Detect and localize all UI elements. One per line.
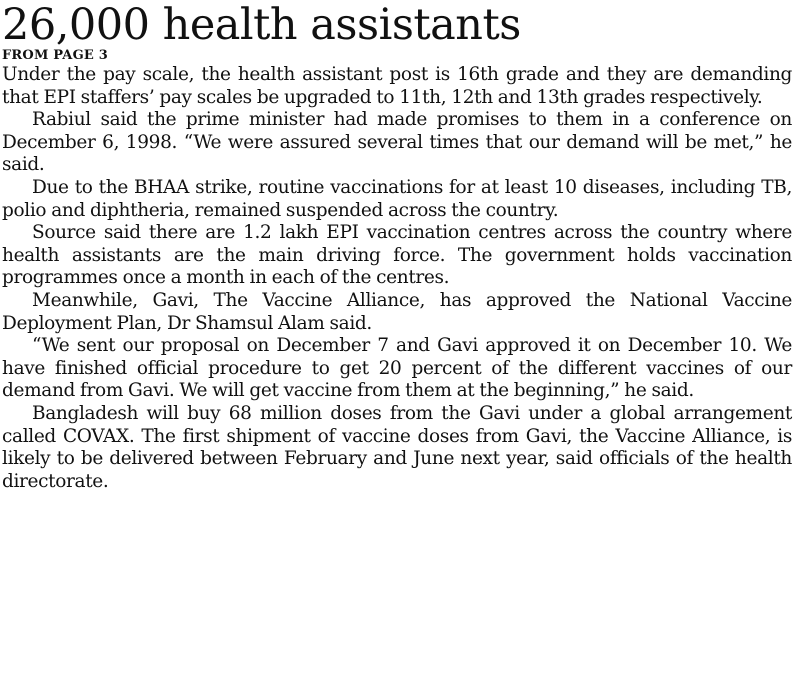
body-paragraph-5: Meanwhile, Gavi, The Vaccine Alliance, has approved the National Vaccine Deployment Plan, Dr Shamsul Alam said. xyxy=(2,289,792,334)
body-paragraph-3: Due to the BHAA strike, routine vaccinations for at least 10 diseases, including TB, polio and diphtheria, remained suspended across the country. xyxy=(2,176,792,221)
article-headline: 26,000 health assistants xyxy=(2,0,521,50)
body-paragraph-2: Rabiul said the prime minister had made promises to them in a conference on December 6, 1998. “We were assured several times that our demand will be met,” he said. xyxy=(2,109,792,176)
body-paragraph-6: “We sent our proposal on December 7 and Gavi approved it on December 10. We have finished official procedure to get 20 percent of the different vaccines of our demand from Gavi. We will get vaccine from them at the beginning,” he said. xyxy=(2,335,792,402)
jump-line: FROM PAGE 3 xyxy=(2,48,108,63)
body-paragraph-7: Bangladesh will buy 68 million doses from the Gavi under a global arrangement called COVAX. The first shipment of vaccine doses from Gavi, the Vaccine Alliance, is likely to be delivered between February and June next year, said officials of the health directorate. xyxy=(2,402,792,492)
body-paragraph-1: Under the pay scale, the health assistant post is 16th grade and they are demanding that EPI staffers’ pay scales be upgraded to 11th, 12th and 13th grades respectively. xyxy=(2,64,792,108)
article-body xyxy=(2,64,792,493)
body-paragraph-4: Source said there are 1.2 lakh EPI vaccination centres across the country where health assistants are the main driving force. The government holds vaccination programmes once a month in each of the centres. xyxy=(2,222,792,289)
